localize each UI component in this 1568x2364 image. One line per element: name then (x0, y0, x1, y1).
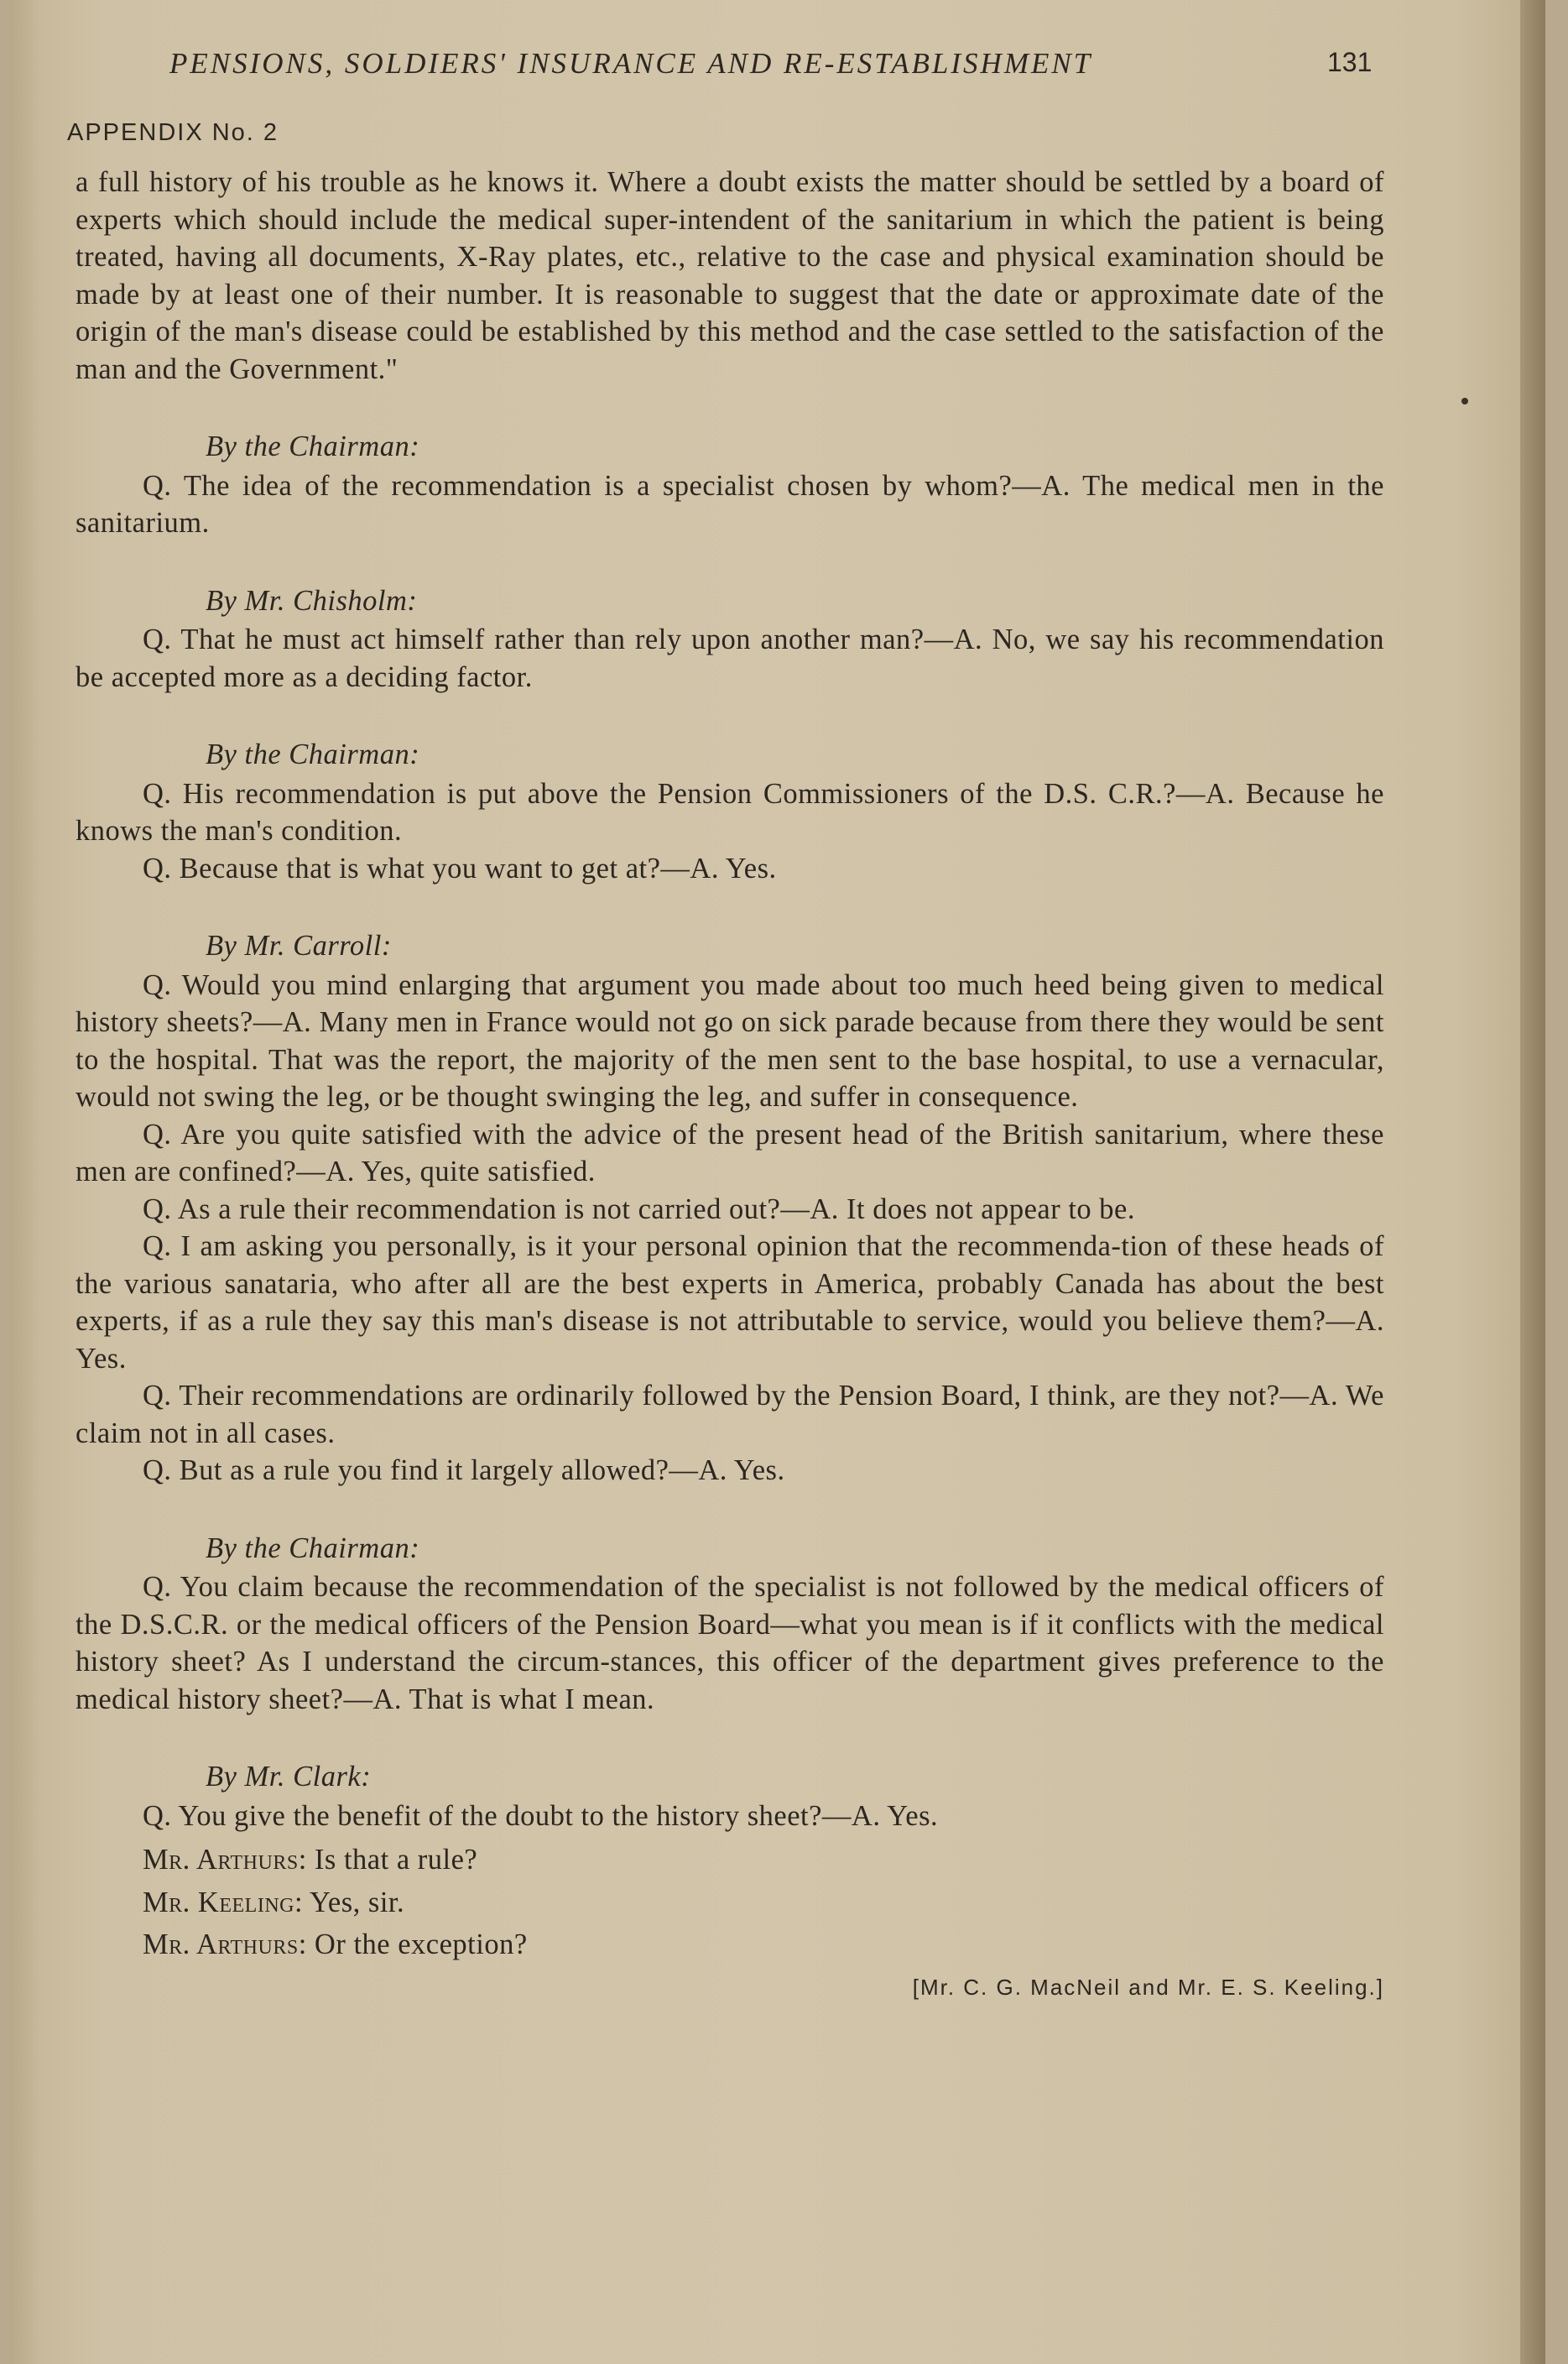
dialogue-speaker: Mr. Arthurs (143, 1844, 299, 1876)
dialogue-separator: : (294, 1886, 310, 1918)
qa-paragraph: Q. Would you mind enlarging that argument you made about too much heed being given to medical history sheets?—A. Many men in France would not go on sick parade because from there they would be sent to the hospital. That was the report, the majority of the men sent to the base hospital, to use a vernacular, would not swing the leg, or be thought swinging the leg, and suffer in consequence. (76, 968, 1384, 1113)
quoted-paragraph: a full history of his trouble as he knows it. Where a doubt exists the matter should be settled by a board of experts which should include the medical super-intendent of the sanitarium in which the patient is being treated, having all documents, X-Ray plates, etc., relative to the case and physical examination should be made by at least one of their number. It is reasonable to suggest that the date or approximate date of the origin of the man's disease could be established by this method and the case settled to the satisfaction of the man and the Government." (76, 166, 1384, 385)
qa-paragraph: Q. Are you quite satisfied with the advice of the present head of the British sanitarium, where these men are confined?—A. Yes, quite satisfied. (76, 1118, 1384, 1187)
section-chisholm (76, 582, 1384, 697)
dialogue-text: Or the exception? (314, 1928, 528, 1960)
dialogue (76, 1841, 1384, 1964)
dialogue-text: Is that a rule? (314, 1844, 478, 1876)
qa-paragraph: Q. You give the benefit of the doubt to the history sheet?—A. Yes. (143, 1799, 939, 1832)
appendix-label: APPENDIX No. 2 (67, 119, 279, 146)
dialogue-speaker: Mr. Arthurs (143, 1928, 299, 1960)
section-carroll (76, 927, 1384, 1490)
section-chairman-2 (76, 736, 1384, 887)
dialogue-text: Yes, sir. (309, 1886, 405, 1918)
page-number: 131 (1327, 47, 1373, 77)
document-body (76, 164, 1384, 2006)
dialogue-line (76, 1884, 1384, 1922)
dialogue-separator: : (298, 1844, 315, 1876)
dialogue-speaker: Mr. Keeling (143, 1886, 294, 1918)
dialogue-line (76, 1926, 1384, 1964)
speaker-heading: By Mr. Carroll: (206, 930, 392, 962)
book-spine (1520, 0, 1545, 2364)
speaker-heading: By the Chairman: (206, 738, 420, 770)
speaker-heading: By Mr. Chisholm: (206, 584, 418, 617)
qa-paragraph: Q. Because that is what you want to get at?—A. Yes. (143, 852, 777, 885)
qa-paragraph: Q. That he must act himself rather than rely upon another man?—A. No, we say his recommendation be accepted more as a deciding factor. (76, 624, 1384, 693)
dialogue-separator: : (298, 1928, 315, 1960)
speaker-heading: By the Chairman: (206, 431, 420, 462)
qa-paragraph: Q. The idea of the recommendation is a specialist chosen by whom?—A. The medical men in the sanitarium. (76, 469, 1384, 539)
speaker-heading: By Mr. Clark: (206, 1761, 372, 1793)
qa-paragraph: Q. You claim because the recommendation of the specialist is not followed by the medical officers of the D.S.C.R. or the medical officers of the Pension Board—what you mean is if it conflicts with the medical history sheet? As I understand the circum-stances, this officer of the department gives preference to the medical history sheet?—A. That is what I mean. (76, 1571, 1384, 1715)
qa-paragraph: Q. But as a rule you find it largely allowed?—A. Yes. (143, 1454, 785, 1486)
qa-paragraph: Q. I am asking you personally, is it your personal opinion that the recommenda-tion of these heads of the various sanataria, who after all are the best experts in America, probably Canada has about the best experts, if as a rule they say this man's disease is not attributable to service, would you believe them?—A. Yes. (76, 1230, 1384, 1375)
qa-paragraph: Q. Their recommendations are ordinarily followed by the Pension Board, I think, are they not?—A. We claim not in all cases. (76, 1380, 1384, 1449)
section-clark (76, 1758, 1384, 1834)
qa-paragraph: Q. His recommendation is put above the Pension Commissioners of the D.S. C.R.?—A. Because he knows the man's condition. (76, 777, 1384, 847)
dialogue-line (76, 1841, 1384, 1879)
qa-paragraph: Q. As a rule their recommendation is not carried out?—A. It does not appear to be. (143, 1192, 1135, 1225)
speaker-heading: By the Chairman: (206, 1532, 420, 1564)
ink-speck (1461, 398, 1468, 404)
running-title: PENSIONS, SOLDIERS' INSURANCE AND RE-ESTABLISHMENT (169, 47, 1093, 80)
document-page (10, 0, 1545, 2364)
section-chairman-3 (76, 1530, 1384, 1719)
witness-note: [Mr. C. G. MacNeil and Mr. E. S. Keeling.] (912, 1974, 1384, 2000)
section-chairman-1 (76, 428, 1384, 542)
